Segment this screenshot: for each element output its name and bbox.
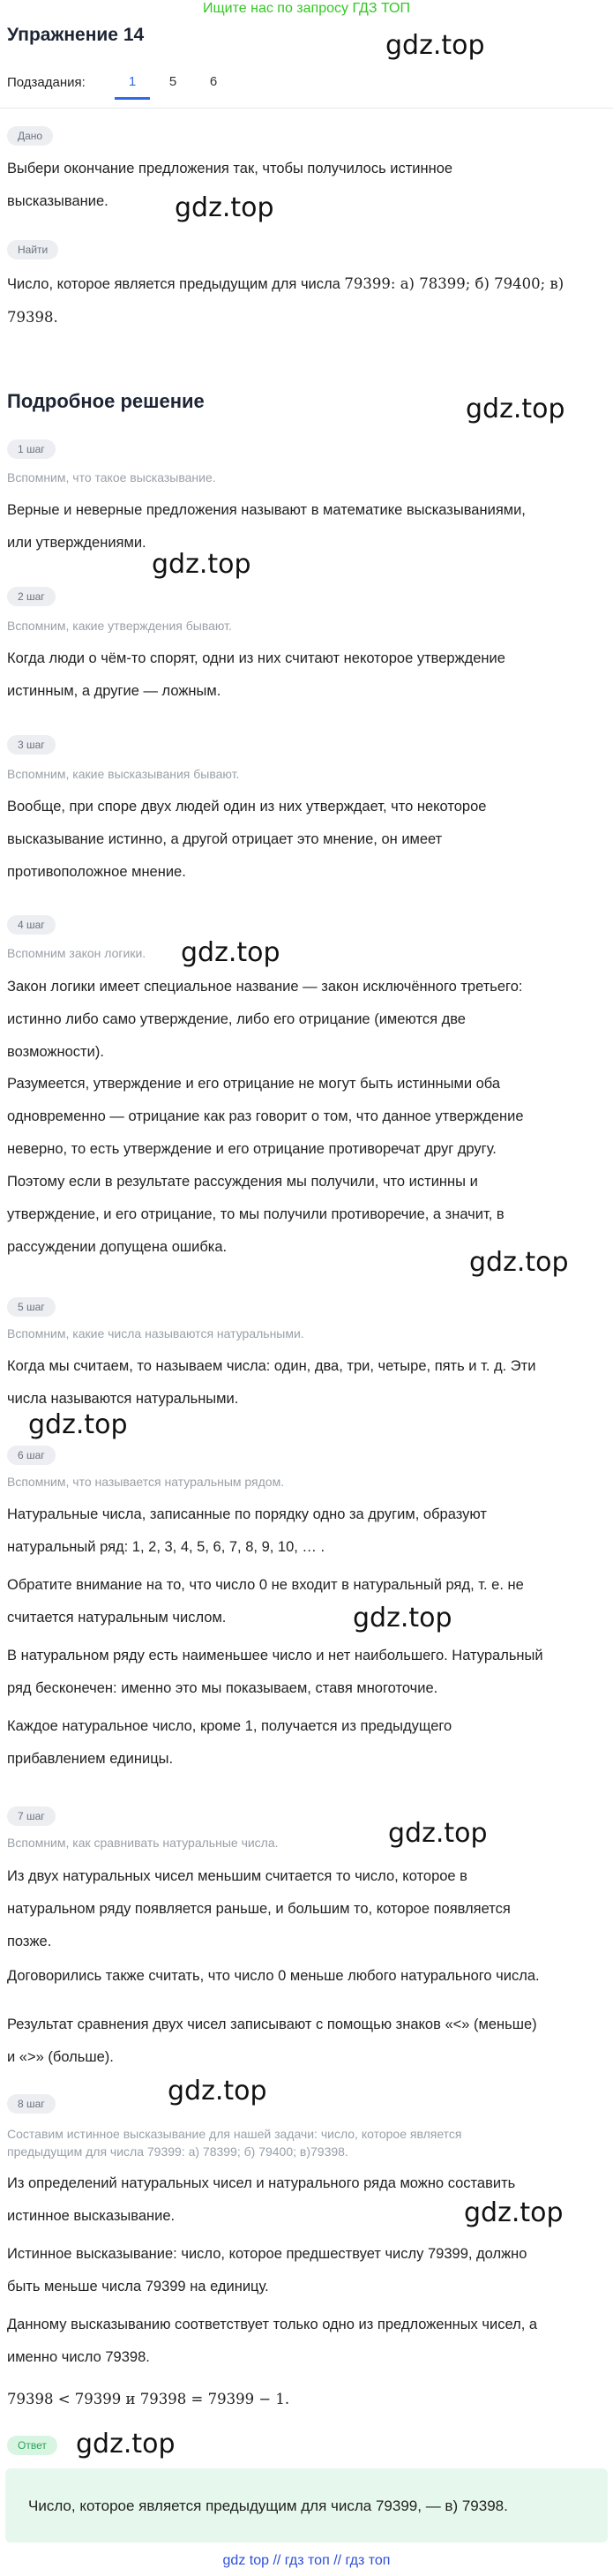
text-line: натуральный ряд: 1, 2, 3, 4, 5, 6, 7, 8, 9, 10, … . <box>7 1539 325 1555</box>
text-line: одновременно — отрицание как раз говорит о том, что данное утверждение <box>7 1108 524 1124</box>
text-line: истинно либо само утверждение, либо его отрицание (имеются две <box>7 1011 466 1027</box>
step-hint: Вспомним, какие утверждения бывают. <box>7 619 232 633</box>
text-line: Результат сравнения двух чисел записывают с помощью знаков «<» (меньше) <box>7 2016 537 2032</box>
text-line: или утверждениями. <box>7 535 146 551</box>
watermark: gdz.top <box>181 937 280 968</box>
text-line: Из двух натуральных чисел меньшим считается то число, которое в <box>7 1868 467 1884</box>
given-line: высказывание. <box>7 193 108 209</box>
watermark: gdz.top <box>469 1247 569 1278</box>
step-text <box>7 1860 598 1958</box>
text-line: неверно, то есть утверждение и его отрицание противоречат друг другу. <box>7 1141 497 1157</box>
active-tab-indicator <box>115 97 150 100</box>
step-text <box>7 1498 598 1564</box>
text-line: Каждое натуральное число, кроме 1, получается из предыдущего <box>7 1718 452 1734</box>
answer-text: Число, которое является предыдущим для числа 79399, — в) 79398. <box>28 2497 508 2514</box>
watermark: gdz.top <box>175 192 274 223</box>
step-hint: Вспомним, какие высказывания бывают. <box>7 767 240 781</box>
subtasks-label: Подзадания: <box>7 75 86 90</box>
tab-subtask-5[interactable]: 5 <box>168 74 177 89</box>
watermark: gdz.top <box>388 1818 488 1849</box>
watermark: gdz.top <box>168 2076 267 2107</box>
text-line: высказывание истинно, а другой отрицает это мнение, он имеет <box>7 831 443 847</box>
step-text <box>7 642 598 708</box>
text-line: и «>» (больше). <box>7 2049 114 2065</box>
text-line: Когда мы считаем, то называем числа: один, два, три, четыре, пять и т. д. Эти <box>7 1358 536 1374</box>
step-hint: Вспомним закон логики. <box>7 946 146 960</box>
step-hint: Вспомним, что такое высказывание. <box>7 470 216 484</box>
text-line: Когда люди о чём-то спорят, одни из них считают некоторое утверждение <box>7 650 505 666</box>
text-line: В натуральном ряду есть наименьшее число и нет наибольшего. Натуральный <box>7 1648 543 1664</box>
watermark: gdz.top <box>152 549 251 580</box>
step-hint <box>7 2125 461 2160</box>
step-label: 8 шаг <box>7 2094 56 2114</box>
subtasks-divider <box>0 108 613 109</box>
step-text <box>7 1068 598 1264</box>
text-line: Верные и неверные предложения называют в математике высказываниями, <box>7 502 526 518</box>
step-text <box>7 2309 598 2374</box>
text-line: считается натуральным числом. <box>7 1610 227 1626</box>
footer-links[interactable]: gdz top // гдз топ // гдз топ <box>222 2553 391 2568</box>
step-hint: Вспомним, как сравнивать натуральные числа. <box>7 1836 279 1850</box>
text-line: ряд бесконечен: именно это мы показываем, ставя многоточие. <box>7 1680 438 1696</box>
text-line: истинное высказывание. <box>7 2208 176 2224</box>
watermark: gdz.top <box>464 2197 564 2228</box>
step-text <box>7 1710 598 1776</box>
step-hint-line: предыдущим для числа 79399: а) 78399; б) 79400; в)79398. <box>7 2144 348 2159</box>
watermark: gdz.top <box>353 1603 452 1633</box>
text-line: быть меньше числа 79399 на единицу. <box>7 2279 269 2294</box>
text-line: числа называются натуральными. <box>7 1391 239 1407</box>
text-line: рассуждении допущена ошибка. <box>7 1239 228 1255</box>
text-line: Разумеется, утверждение и его отрицание не могут быть истинными оба <box>7 1076 501 1092</box>
step-text <box>7 1350 598 1416</box>
watermark: gdz.top <box>76 2429 176 2460</box>
text-line: Закон логики имеет специальное название — закон исключённого третьего: <box>7 979 523 995</box>
given-line: Выбери окончание предложения так, чтобы получилось истинное <box>7 161 453 176</box>
text-line: Обратите внимание на то, что число 0 не входит в натуральный ряд, т. е. не <box>7 1577 524 1593</box>
text-line: возможности). <box>7 1044 104 1060</box>
text-line: позже. <box>7 1934 52 1949</box>
tab-subtask-6[interactable]: 6 <box>209 74 218 89</box>
step-text <box>7 1569 598 1634</box>
page-title: Упражнение 14 <box>7 25 145 45</box>
find-line-math: 79398. <box>7 309 58 326</box>
find-line-math: 79399: а) 78399; б) 79400; в) <box>344 275 564 292</box>
text-line: Истинное высказывание: число, которое предшествует числу 79399, должно <box>7 2246 527 2262</box>
step-label: 2 шаг <box>7 587 56 606</box>
text-line: утверждение, и его отрицание, то мы получили противоречие, а значит, в <box>7 1206 505 1222</box>
given-label: Дано <box>7 126 53 146</box>
step-label: 4 шаг <box>7 915 56 935</box>
step-hint: Вспомним, какие числа называются натуральными. <box>7 1326 304 1341</box>
step-text <box>7 1960 598 1993</box>
find-line <box>7 267 598 301</box>
find-text <box>7 267 598 334</box>
watermark: gdz.top <box>466 394 565 424</box>
text-line: именно число 79398. <box>7 2349 150 2365</box>
step-text <box>7 2238 598 2303</box>
watermark: gdz.top <box>28 1409 128 1440</box>
step-label: 6 шаг <box>7 1446 56 1465</box>
text-line: Натуральные числа, записанные по порядку одно за другим, образуют <box>7 1506 487 1522</box>
text-line: прибавлением единицы. <box>7 1751 174 1767</box>
top-search-link[interactable]: Ищите нас по запросу ГДЗ ТОП <box>203 1 410 16</box>
step-label: 7 шаг <box>7 1806 56 1826</box>
step-text <box>7 2009 598 2074</box>
solution-title: Подробное решение <box>7 390 205 412</box>
given-text <box>7 153 598 218</box>
text-line: противоположное мнение. <box>7 864 186 880</box>
text-line: натуральном ряду появляется раньше, и большим то, которое появляется <box>7 1901 511 1917</box>
text-line: Из определений натуральных чисел и натурального ряда можно составить <box>7 2175 516 2191</box>
text-line: Поэтому если в результате рассуждения мы получили, что истинны и <box>7 1174 478 1190</box>
step-label: 3 шаг <box>7 735 56 755</box>
step-text <box>7 1640 598 1705</box>
text-line: Договорились также считать, что число 0 меньше любого натурального числа. <box>7 1968 540 1984</box>
step-hint: Вспомним, что называется натуральным рядом. <box>7 1475 285 1489</box>
watermark: gdz.top <box>385 30 485 61</box>
step-label: 1 шаг <box>7 439 56 459</box>
step-text <box>7 791 598 889</box>
step-text <box>7 494 598 560</box>
tab-subtask-1[interactable]: 1 <box>128 74 137 89</box>
find-label: Найти <box>7 240 58 259</box>
step-label: 5 шаг <box>7 1297 56 1317</box>
answer-label: Ответ <box>7 2436 57 2455</box>
step-hint-line: Составим истинное высказывание для нашей задачи: число, которое является <box>7 2127 462 2141</box>
find-line-text: Число, которое является предыдущим для числа <box>7 276 345 292</box>
step-equation: 79398 < 79399 и 79398 = 79399 − 1. <box>7 2391 290 2407</box>
step-text <box>7 971 598 1069</box>
text-line: Данному высказыванию соответствует только одно из предложенных чисел, а <box>7 2317 538 2332</box>
text-line: Вообще, при споре двух людей один из них утверждает, что некоторое <box>7 799 487 815</box>
text-line: истинным, а другие — ложным. <box>7 683 221 699</box>
